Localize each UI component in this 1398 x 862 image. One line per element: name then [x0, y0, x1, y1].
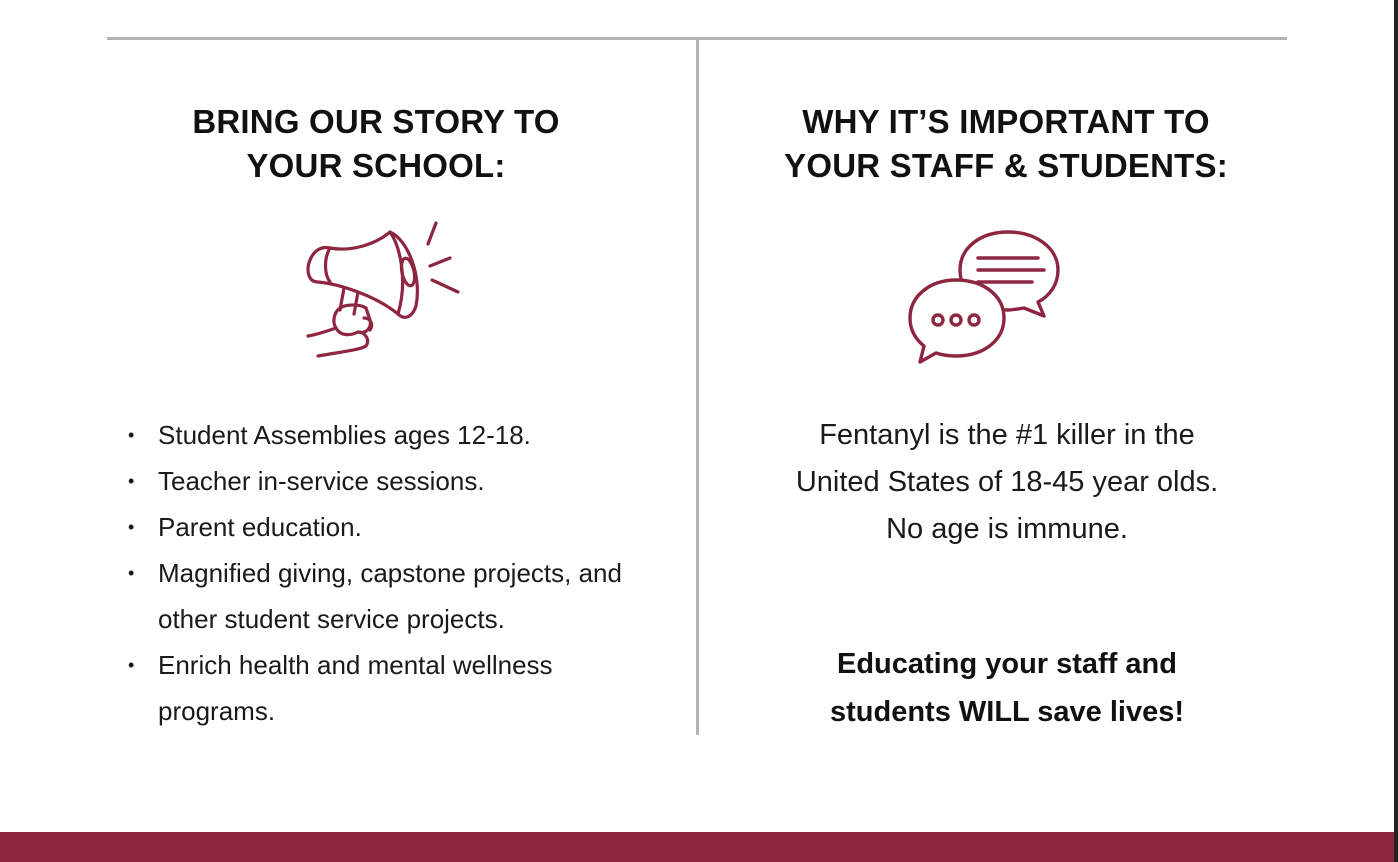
fact-line: Fentanyl is the #1 killer in the	[819, 419, 1195, 451]
right-heading-line: WHY IT’S IMPORTANT TO	[802, 103, 1210, 140]
call-to-action	[720, 640, 1294, 736]
left-heading	[110, 100, 642, 188]
megaphone-icon	[300, 218, 466, 362]
list-item: • Magnified giving, capstone projects, and other student service projects.	[128, 550, 668, 642]
services-list	[128, 412, 668, 734]
cta-line: Educating your staff and	[837, 648, 1177, 680]
list-item: • Parent education.	[128, 504, 668, 550]
list-item: • Teacher in-service sessions.	[128, 458, 668, 504]
cta-line: students WILL save lives!	[829, 696, 1185, 728]
speech-bubbles-icon	[906, 228, 1064, 364]
right-heading-line: YOUR STAFF & STUDENTS:	[784, 147, 1228, 184]
footer-accent-bar	[0, 832, 1394, 862]
page-edge	[1394, 0, 1398, 862]
left-heading-line: YOUR SCHOOL:	[246, 147, 506, 184]
fentanyl-fact	[720, 412, 1294, 553]
list-item: • Enrich health and mental wellness programs.	[128, 642, 668, 734]
column-divider	[696, 40, 699, 735]
left-heading-line: BRING OUR STORY TO	[192, 103, 560, 140]
right-heading	[706, 100, 1306, 188]
list-item: • Student Assemblies ages 12-18.	[128, 412, 668, 458]
fact-line: United States of 18-45 year olds.	[795, 466, 1219, 498]
fact-line: No age is immune.	[886, 513, 1128, 545]
